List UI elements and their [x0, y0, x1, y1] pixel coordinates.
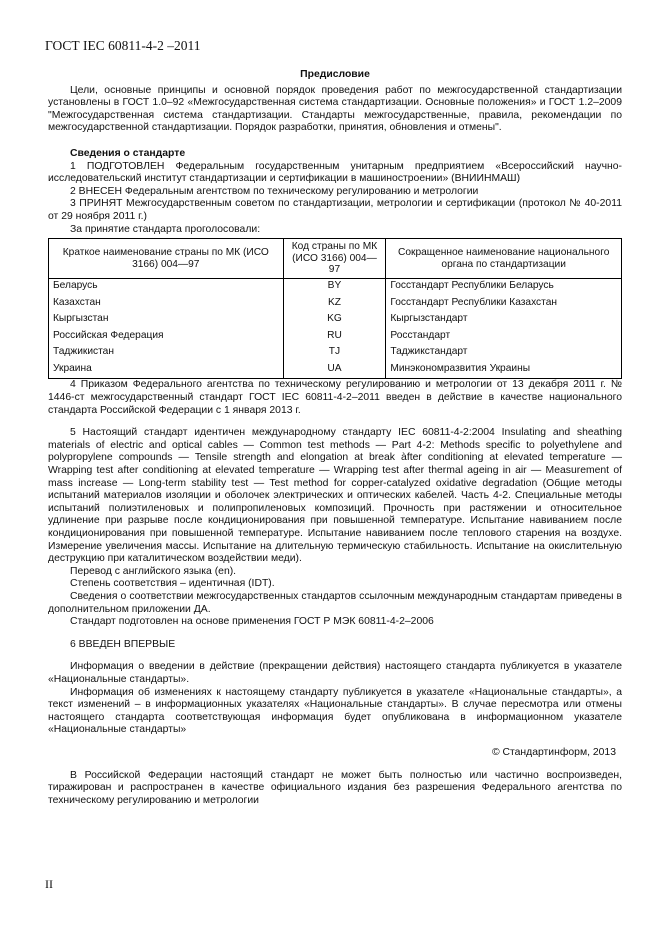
code-cell: UA — [283, 362, 386, 379]
info-item-5: 5 Настоящий стандарт идентичен международному стандарту IEC 60811-4-2:2004 Insulating and sheathing materials of electric and optical cables — Common test methods — Part 4-2: Methods specific to polyethylene and polypropylene compounds — Tensile strength and elongation at break àfter conditioning at elevated temperature — Wrapping test after conditioning at elevated temperature — Wrapping test after thermal ageing in air — Measurement of mass increase — Long-term stability test — Test method for copper-catalyzed oxidative degradation (Общие методы испытаний материалов изоляции и оболочек электрических и оптических кабелей. Часть 4-2. Специальные методы испытаний полиэтиленовых и полипропиленовых композиций. Прочность при растяжении и относительное удлинение при разрыве после кондиционирования при повышенной температуре. Испытание навиванием после кондиционирования при повышенной температуре. Испытание навиванием после теплового старения на воздухе. Измерение увеличения массы. Испытание на длительную термическую стабильность. Испытание на окислительную деструкцию при каталитическом воздействии меди). — [48, 427, 622, 565]
code-cell: TJ — [283, 345, 386, 362]
country-cell: Российская Федерация — [49, 329, 284, 346]
table-row — [49, 362, 622, 379]
code-cell: KG — [283, 312, 386, 329]
country-cell: Казахстан — [49, 296, 284, 313]
notice-2: Информация об изменениях к настоящему стандарту публикуется в указателе «Национальные стандарты», а текст изменений – в информационных указателях «Национальные стандарты». В случае пересмотра или отмены настоящего стандарта соответствующая информация будет опубликована в информационном указателе «Национальные стандарты» — [48, 686, 622, 736]
notice-1: Информация о введении в действие (прекращении действия) настоящего стандарта публикуется в указателе «Национальные стандарты». — [48, 661, 622, 685]
body-cell: Таджикстандарт — [386, 345, 622, 362]
body-cell: Минэкономразвития Украины — [386, 362, 622, 379]
column-header-country: Краткое наименование страны по МК (ИСО 3166) 004—97 — [49, 239, 284, 279]
document-header: ГОСТ IEC 60811-4-2 –2011 — [45, 38, 201, 53]
country-cell: Украина — [49, 362, 284, 379]
country-cell: Кыргызстан — [49, 312, 284, 329]
copyright: © Стандартинформ, 2013 — [491, 746, 616, 758]
legal-notice: В Российской Федерации настоящий стандарт не может быть полностью или частично воспроизведен, тиражирован и распространен в качестве официального издания без разрешения Федерального агентства по техническому регулированию и метрологии — [48, 769, 622, 806]
info-item-1: 1 ПОДГОТОВЛЕН Федеральным государственным унитарным предприятием «Всероссийский научно-исследовательский институт стандартизации и сертификации в машиностроении» (ВНИИНМАШ) — [48, 160, 622, 185]
code-cell: RU — [283, 329, 386, 346]
column-header-code: Код страны по МК (ИСО 3166) 004—97 — [283, 239, 386, 279]
body-cell: Росстандарт — [386, 329, 622, 346]
code-cell: BY — [283, 278, 386, 295]
body-cell: Кыргызстандарт — [386, 312, 622, 329]
table-row — [49, 329, 622, 346]
table-header-row — [49, 239, 622, 279]
page-body — [48, 62, 622, 807]
body-cell: Госстандарт Республики Беларусь — [386, 278, 622, 295]
table-row — [49, 345, 622, 362]
info-item-6: 6 ВВЕДЕН ВПЕРВЫЕ — [70, 638, 176, 650]
column-header-body: Сокращенное наименование национального органа по стандартизации — [386, 239, 622, 279]
preface-intro: Цели, основные принципы и основной порядок проведения работ по межгосударственной стандартизации установлены в ГОСТ 1.0–92 «Межгосударственная система стандартизации. Основные положения» и ГОСТ 1.2–2009 "Межгосударственная система стандартизации. Стандарты межгосударственные, правила, рекомендации по межгосударственной стандартизации. Порядок разработки, принятия, обновления и отмены". — [48, 84, 622, 134]
table-row — [49, 278, 622, 295]
info-item-3: 3 ПРИНЯТ Межгосударственным советом по стандартизации, метрологии и сертификации (протокол № 40-2011 от 29 ноября 2011 г.) — [48, 198, 622, 222]
country-cell: Таджикистан — [49, 345, 284, 362]
table-row — [49, 296, 622, 313]
basis-note: Стандарт подготовлен на основе применения ГОСТ Р МЭК 60811-4-2–2006 — [70, 616, 434, 628]
info-heading: Сведения о стандарте — [70, 147, 186, 159]
info-item-4: 4 Приказом Федерального агентства по техническому регулированию и метрологии от 13 декабря 2011 г. № 1446-ст межгосударственный стандарт ГОСТ IEC 60811-4-2–2011 введен в действие в качестве национального стандарта Российской Федерации с 1 января 2013 г. — [48, 379, 622, 416]
info-item-2: 2 ВНЕСЕН Федеральным агентством по техническому регулированию и метрологии — [70, 185, 479, 197]
countries-table — [48, 238, 622, 379]
body-cell: Госстандарт Республики Казахстан — [386, 296, 622, 313]
vote-intro: За принятие стандарта проголосовали: — [70, 223, 261, 235]
preface-title: Предисловие — [300, 69, 370, 80]
appendix-note: Сведения о соответствии межгосударственных стандартов ссылочным международным стандартам приведены в дополнительном приложении ДА. — [48, 590, 622, 615]
table-row — [49, 312, 622, 329]
translation-note: Перевод с английского языка (en). — [70, 565, 237, 577]
code-cell: KZ — [283, 296, 386, 313]
country-cell: Беларусь — [49, 278, 284, 295]
degree-note: Степень соответствия – идентичная (IDT). — [70, 578, 275, 590]
page-number: II — [45, 877, 53, 891]
